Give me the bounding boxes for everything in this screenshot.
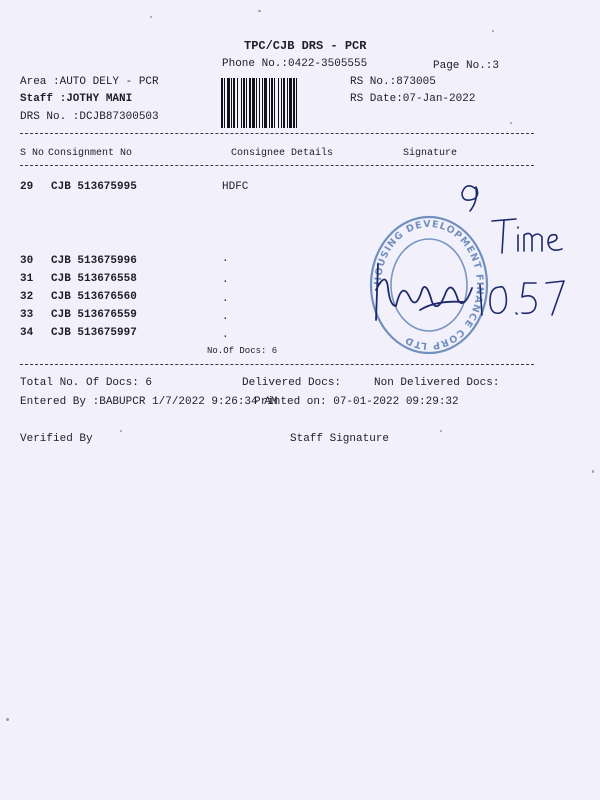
drs-number: DRS No. :DCJB87300503 xyxy=(20,111,159,123)
area-field: Area :AUTO DELY - PCR xyxy=(20,76,159,88)
scan-speck xyxy=(510,122,512,124)
scan-speck xyxy=(120,430,122,432)
row-consignee: . xyxy=(222,253,229,265)
svg-text:HOUSING DEVELOPMENT FINANCE CO: HOUSING DEVELOPMENT FINANCE CORP LTD xyxy=(372,218,486,352)
column-consignment: Consignment No xyxy=(48,148,133,159)
row-consignment: CJB 513675997 xyxy=(51,327,137,339)
row-sno: 31 xyxy=(20,273,34,285)
column-consignee: Consignee Details xyxy=(231,148,334,159)
column-signature: Signature xyxy=(403,148,458,159)
divider-bottom xyxy=(20,364,534,365)
row-consignment: CJB 513675996 xyxy=(51,255,137,267)
row-consignee: . xyxy=(222,293,229,305)
printed-on: Printed on: 07-01-2022 09:29:32 xyxy=(254,396,459,408)
row-consignee: HDFC xyxy=(222,181,249,193)
divider-top xyxy=(20,133,534,134)
row-sno: 29 xyxy=(20,181,34,193)
delivered-docs: Delivered Docs: xyxy=(242,377,342,389)
row-consignment: CJB 513676558 xyxy=(51,273,137,285)
row-consignee: . xyxy=(222,274,229,286)
page-number: Page No.:3 xyxy=(433,60,500,72)
row-sno: 34 xyxy=(20,327,34,339)
non-delivered-docs: Non Delivered Docs: xyxy=(374,377,500,389)
row-consignment: CJB 513676560 xyxy=(51,291,137,303)
rs-number: RS No.:873005 xyxy=(350,76,436,88)
scan-speck xyxy=(150,16,152,18)
scan-speck xyxy=(258,10,261,12)
document-title: TPC/CJB DRS - PCR xyxy=(244,39,367,53)
barcode-image xyxy=(220,78,336,128)
phone-number: Phone No.:0422-3505555 xyxy=(222,58,368,70)
row-consignment: CJB 513675995 xyxy=(51,181,137,193)
scan-speck xyxy=(592,470,594,473)
scan-speck xyxy=(6,718,9,721)
row-consignment: CJB 513676559 xyxy=(51,309,137,321)
rs-date: RS Date:07-Jan-2022 xyxy=(350,93,476,105)
no-of-docs: No.Of Docs: 6 xyxy=(207,346,278,356)
handwritten-time-note xyxy=(460,175,580,325)
divider-header xyxy=(20,165,534,166)
scan-speck xyxy=(492,30,494,32)
staff-field: Staff :JOTHY MANI xyxy=(20,93,133,105)
scan-speck xyxy=(440,430,442,432)
row-consignee: . xyxy=(222,311,229,323)
row-sno: 32 xyxy=(20,291,34,303)
column-sno: S No xyxy=(20,148,45,159)
verified-by: Verified By xyxy=(20,433,93,445)
entered-by: Entered By :BABUPCR 1/7/2022 9:26:34 AM xyxy=(20,396,278,408)
staff-signature: Staff Signature xyxy=(290,433,390,445)
row-consignee: . xyxy=(222,329,229,341)
total-docs: Total No. Of Docs: 6 xyxy=(20,377,153,389)
row-sno: 30 xyxy=(20,255,34,267)
row-sno: 33 xyxy=(20,309,34,321)
